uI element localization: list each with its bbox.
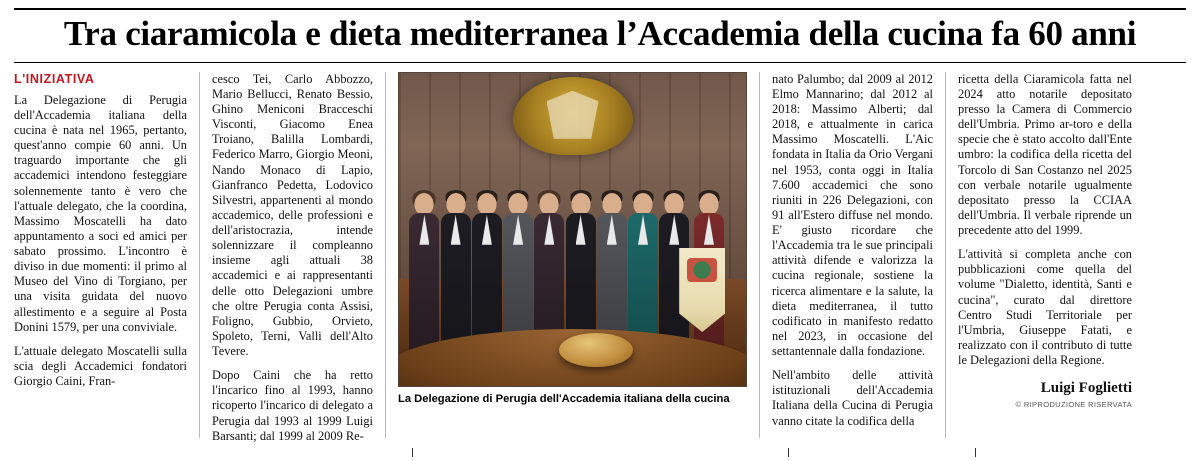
column-1: [14, 72, 200, 438]
tick-mark: [412, 448, 413, 457]
registration-ticks: [14, 447, 1186, 457]
paragraph: Nell'ambito delle attività istituzionali dell'Accademia Italiana della Cucina di Perugia vanno citate la codifica della: [772, 368, 933, 428]
paragraph: nato Palumbo; dal 2009 al 2012 Elmo Mannarino; dal 2012 al 2018: Massimo Alberti; dal 2018, e attualmente in carica Massimo Moscatelli. L'Aic fondata in Italia da Orio Vergani nel 1953, conta oggi in Italia 7.600 accademici che sono riuniti in 226 Delegazioni, con 91 all'Estero diffuse nel mondo. E' giusto ricordare che l'Accademia tra le sue principali attività difende e valorizza la cucina regionale, sostiene la ricerca alimentare e la salute, la dieta mediterranea, il tutto codificato in manifesto redatto nel 2023, in occasione del settantennale dalla fondazione.: [772, 71, 933, 358]
kicker-label: L'INIZIATIVA: [14, 71, 95, 86]
ciaramicola-cake: [559, 333, 633, 367]
column-photo: [386, 72, 760, 438]
top-rule: [14, 8, 1186, 10]
paragraph: Dopo Caini che ha retto l'incarico fino al 1993, hanno ricoperto l'incarico di delegato a Perugia dal 1993 al 1999 Luigi Barsanti; dal 1999 al 2009 Re-: [212, 368, 373, 443]
paragraph: La Delegazione di Perugia dell'Accademia italiana della cucina è nata nel 1965, pertanto, quest'anno compie 60 anni. Un traguardo importante che gli accademici intendono festeggiare solennemente tanto è vero che l'attuale delegato, che la coordina, Massimo Moscatelli ha dato appuntamento a soci ed amici per sabato prossimo. L'incontro è diviso in due momenti: il primo al Museo del Vino di Torgiano, per una visita guidata del nuovo allestimento e a seguire al Posta Donini 1579, per una conviviale.: [14, 92, 187, 334]
tick-mark: [788, 448, 789, 457]
column-2: [200, 71, 386, 443]
photo-caption: La Delegazione di Perugia dell'Accademia italiana della cucina: [398, 392, 730, 405]
coat-of-arms-icon: [513, 77, 633, 155]
paragraph: cesco Tei, Carlo Abbozzo, Mario Bellucci, Renato Bessio, Ghino Meniconi Bracceschi Visconti, Giacomo Enea Troiano, Balilla Lombardi, Federico Marro, Giorgio Meoni, Nando Monaco di Lapio, Gianfranco Pedetta, Lodovico Silvestri, appartenenti al mondo accademico, delle professioni e dell'aristocrazia, intende solennizzare il compleanno insieme agli attuali 38 accademici e ai rappresentanti delle otto Delegazioni umbre che oltre Perugia conta Assisi, Foligno, Gubbio, Orvieto, Spoleto, Terni, Valli dell'Alto Tevere.: [212, 71, 373, 358]
person-figure: [409, 193, 439, 361]
photo-wrap: [398, 72, 747, 406]
author-byline: Luigi Foglietti: [1040, 380, 1132, 397]
column-4: [760, 72, 946, 438]
paragraph: ricetta della Ciaramicola fatta nel 2024 atto notarile depositato presso la Camera di Commercio dell'Umbria. Primo ar-toro e della specie che è stato accolto dall'Ente umbro: la codifica della ricetta del Torcolo di San Costanzo nel 2025 con verbale notarile ugualmente depositato presso la CCIAA dell'Umbria. Il verbale riprende un precedente atto del 1999.: [958, 71, 1132, 237]
group-photo-image: [398, 72, 747, 387]
headline-rule: [14, 62, 1186, 63]
copyright-notice: © RIPRODUZIONE RISERVATA: [1015, 400, 1132, 410]
article-columns: [14, 71, 1186, 443]
page-title: Tra ciaramicola e dieta mediterranea l’Accademia della cucina fa 60 anni: [63, 14, 1137, 53]
column-5: [946, 72, 1132, 438]
tick-mark: [975, 448, 976, 457]
paragraph: L'attuale delegato Moscatelli sulla scia degli Accademici fondatori Giorgio Caini, Fran-: [14, 343, 187, 388]
paragraph: L'attività si completa anche con pubblicazioni come quella del volume "Dialetto, identità, Santi e cucina", curato dal direttore Centro Studi Territoriale per l'Umbria, Giuseppe Fatati, e realizzato con il contributo di tutte le Delegazioni della Regione.: [958, 247, 1132, 367]
